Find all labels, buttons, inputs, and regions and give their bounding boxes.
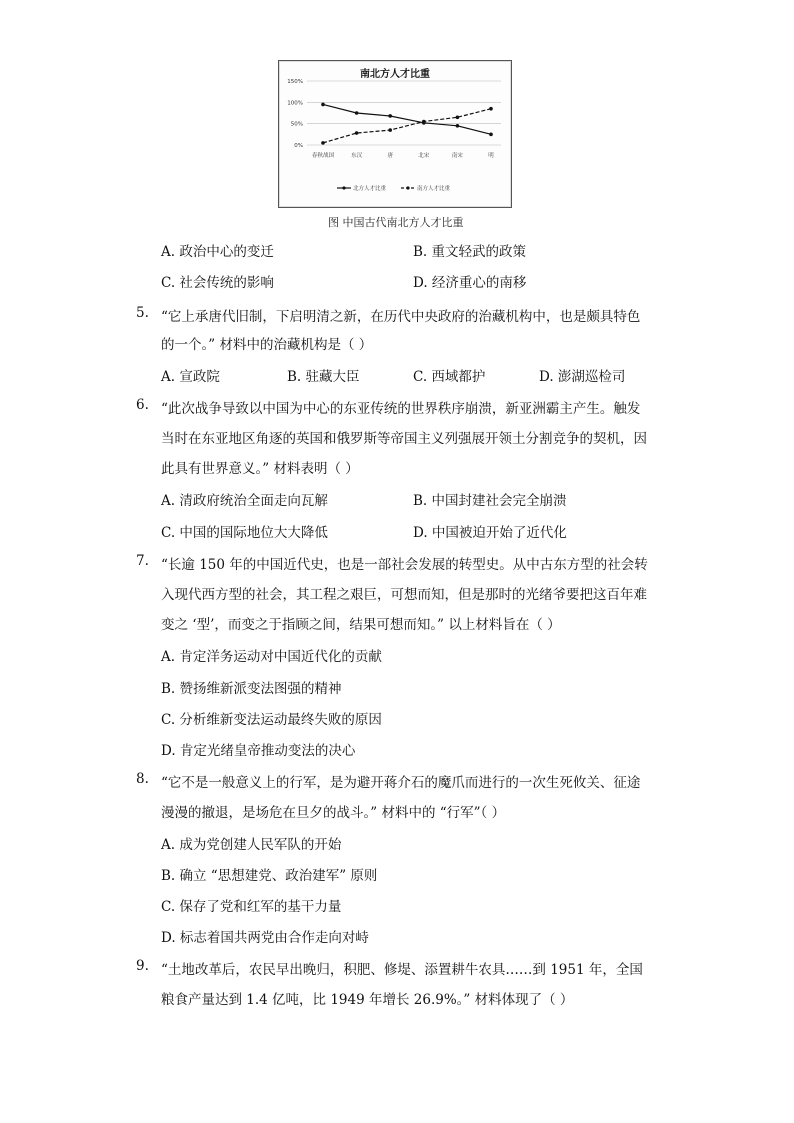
series-1-point (321, 141, 325, 145)
q8-stem-line-2: 漫漫的撤退，是场危在旦夕的战斗。” 材料中的 “行军”（ ） (161, 805, 506, 821)
q4-option-b[interactable]: B. 重文轻武的政策 (413, 244, 527, 260)
q8-option-a[interactable]: A. 成为党创建人民军队的开始 (161, 837, 342, 853)
q8-number: 8. (136, 771, 149, 787)
q6-stem-line-2: 当时在东亚地区角逐的英国和俄罗斯等帝国主义列强展开领土分割竞争的契机，因 (161, 431, 647, 447)
q7-stem-line-2: 入现代西方型的社会，其工程之艰巨，可想而知，但是那时的光绪爷要把这百年难 (161, 587, 647, 603)
series-line-0 (323, 104, 491, 134)
q8-option-d[interactable]: D. 标志着国共两党由合作走向对峙 (161, 930, 369, 946)
q4-option-a[interactable]: A. 政治中心的变迁 (161, 244, 274, 260)
q5-option-d[interactable]: D. 澎湖巡检司 (539, 369, 626, 385)
q4-option-d[interactable]: D. 经济重心的南移 (413, 275, 527, 291)
series-1-point (388, 128, 392, 132)
q7-number: 7. (136, 553, 149, 569)
series-line-1 (323, 109, 491, 143)
q7-option-b[interactable]: B. 赞扬维新派变法图强的精神 (161, 681, 342, 697)
q7-stem-line-1: “长逾 150 年的中国近代史，也是一部社会发展的转型史。从中古东方型的社会转 (161, 557, 648, 573)
q7-option-a[interactable]: A. 肯定洋务运动对中国近代化的贡献 (161, 649, 382, 665)
x-tick-label: 南宋 (451, 153, 463, 159)
q6-stem-line-3: 此具有世界意义。” 材料表明（ ） (161, 461, 359, 477)
q7-option-c[interactable]: C. 分析维新变法运动最终失败的原因 (161, 712, 382, 728)
legend-label-0: 北方人才比重 (353, 186, 387, 192)
line-chart (279, 61, 511, 207)
series-1-point (422, 120, 426, 124)
q8-option-c[interactable]: C. 保存了党和红军的基干力量 (161, 899, 342, 915)
q6-option-d[interactable]: D. 中国被迫开始了近代化 (413, 525, 567, 541)
q6-option-a[interactable]: A. 清政府统治全面走向瓦解 (161, 493, 328, 509)
y-tick-label: 0% (294, 143, 303, 149)
series-1-point (456, 115, 460, 119)
q7-option-d[interactable]: D. 肯定光绪皇帝推动变法的决心 (161, 743, 356, 759)
q9-stem-line-2: 粮食产量达到 1.4 亿吨，比 1949 年增长 26.9%。” 材料体现了（ ） (161, 992, 574, 1008)
q4-option-c[interactable]: C. 社会传统的影响 (161, 275, 274, 291)
q9-stem-line-1: “土地改革后，农民早出晚归，积肥、修堤、添置耕牛农具……到 1951 年，全国 (161, 962, 643, 978)
q6-stem-line-1: “此次战争导致以中国为中心的东亚传统的世界秩序崩溃，新亚洲霸主产生。触发 (161, 401, 641, 417)
series-0-point (355, 111, 359, 115)
legend-swatch-0-point (342, 186, 345, 189)
chart-title: 南北方人才比重 (360, 69, 430, 80)
q5-options-row (161, 365, 631, 385)
x-tick-label: 明 (488, 153, 494, 159)
series-0-point (456, 124, 460, 128)
chart-caption: 图 中国古代南北方人才比重 (328, 216, 464, 229)
q6-number: 6. (136, 397, 149, 413)
x-tick-label: 北宋 (418, 153, 430, 159)
q6-options-row-1 (161, 489, 631, 509)
y-tick-label: 150% (287, 79, 303, 85)
chart-figure (278, 60, 512, 208)
q7-stem-line-3: 变之 ‘型’，而变之于指顾之间，结果可想而知。” 以上材料旨在（ ） (161, 617, 561, 633)
series-1-point (489, 107, 493, 111)
x-tick-label: 东汉 (351, 153, 363, 159)
legend-swatch-1-point (406, 186, 409, 189)
q4-options-row-2 (161, 271, 631, 291)
q5-stem-line-2: 的一个。” 材料中的治藏机构是（ ） (161, 337, 373, 353)
q6-option-b[interactable]: B. 中国封建社会完全崩溃 (413, 493, 567, 509)
q5-stem-line-1: “它上承唐代旧制，下启明清之新，在历代中央政府的治藏机构中，也是颇具特色 (161, 309, 641, 325)
series-1-point (355, 131, 359, 135)
q6-options-row-2 (161, 521, 631, 541)
q8-option-b[interactable]: B. 确立 “思想建党、政治建军” 原则 (161, 868, 378, 884)
q9-number: 9. (136, 958, 149, 974)
q4-options-row-1 (161, 240, 631, 260)
series-0-point (321, 103, 325, 107)
q5-option-b[interactable]: B. 驻藏大臣 (287, 369, 360, 385)
series-0-point (388, 114, 392, 118)
q6-option-c[interactable]: C. 中国的国际地位大大降低 (161, 525, 328, 541)
x-tick-label: 唐 (387, 153, 393, 159)
legend-label-1: 南方人才比重 (417, 186, 451, 192)
q5-number: 5. (136, 305, 149, 321)
q8-stem-line-1: “它不是一般意义上的行军，是为避开蒋介石的魔爪而进行的一次生死攸关、征途 (161, 775, 641, 791)
series-0-point (489, 133, 493, 137)
q5-option-c[interactable]: C. 西域都护 (413, 369, 486, 385)
x-tick-label: 春秋战国 (311, 153, 335, 159)
y-tick-label: 50% (290, 121, 303, 128)
y-tick-label: 100% (287, 100, 303, 107)
q5-option-a[interactable]: A. 宣政院 (161, 369, 220, 385)
